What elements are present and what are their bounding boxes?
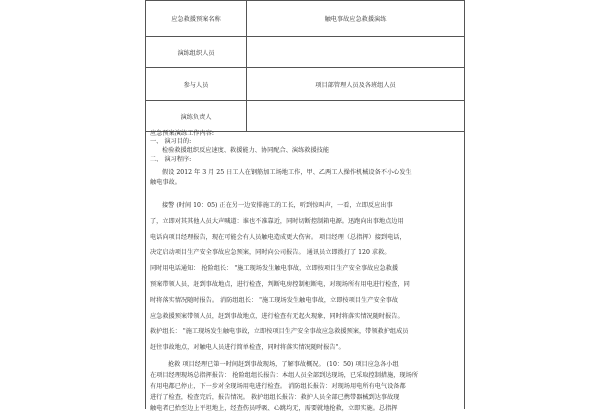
procedure-line: 电话向项目经理报告，现在可能会有人员触电造成更大伤害。 项目经理（总指挥）接到电话， <box>150 234 406 241</box>
procedure-line: 决定启动项目生产安全事故应急预案，同时向公司报告。 通讯员立即拨打了 120 求救。 <box>150 249 391 256</box>
procedure-line: 时将落实情况随时报告。 消防组组长： "施工现场发生触电事故，立即按项目生产安全事故 <box>150 297 399 304</box>
table-row <box>146 1 465 37</box>
procedure-line: 救护组长： "施工现场发生触电事故，立即按项目生产安全事故应急救援预案，带领救护组成员 <box>150 328 409 335</box>
table-row <box>146 101 465 132</box>
procedure-line: 接警 (时间 10：05) 正在另一边安排施工的工长，听到惊叫声，一看，立即反应出事 <box>162 202 393 209</box>
table-row <box>146 68 465 101</box>
procedure-line: 应急救援预案带领人员，赶到事故地点，进行检查有无起火现象，同时将落实情况随时报告。 <box>150 313 404 320</box>
organizer-label: 演练组织人员 <box>146 37 247 68</box>
drill-leader-value <box>247 101 465 132</box>
organizer-value <box>247 37 465 68</box>
table-row <box>146 37 465 68</box>
section-purpose-heading: 一、 演习目的: <box>150 138 192 145</box>
participants-label: 参与人员 <box>146 68 247 101</box>
purpose-text: 检验救援组织反应速度、救援能力、协同配合、演练救援技能 <box>162 147 330 154</box>
section-procedure-heading: 二、 演习程序: <box>150 156 192 163</box>
procedure-line: 进行了检查，检查完后，报告情况。 救护组组长报告：救护人员全部已携带器械到达事故现 <box>150 394 400 401</box>
drill-info-table <box>145 0 465 132</box>
procedure-line: 触电事故。 <box>150 179 181 186</box>
procedure-line: 触电者已抬至边上平坦地上，经查伤员呼吸、心跳均无，需要就地抢救，立即实施。总指挥 <box>150 405 398 412</box>
drill-content-box <box>145 129 465 412</box>
drill-record-form <box>145 0 465 412</box>
procedure-line: 抢救 项目经理已第一时间赶到事故现场，了解事故概况。 (10：50) 项目应急各小组 <box>168 361 399 368</box>
plan-name-value: 触电事故应急救援演练 <box>247 1 465 37</box>
drill-leader-label: 演练负责人 <box>146 101 247 132</box>
participants-value: 项目部管理人员及各班组人员 <box>247 68 465 101</box>
procedure-line: 同时用电话通知： 抢险组长： "施工现场发生触电事故，立即按项目生产安全事故应急救援 <box>150 265 399 272</box>
procedure-line: 预案带领人员，赶到事故地点，进行检查，判断电房控制柜断电，对现场所有用电进行检查，同 <box>150 281 410 288</box>
content-heading: 应急预案演练工作内容: <box>150 130 214 137</box>
procedure-line: 在项目经理现场总指挥报告： 抢险组组长报告：本组人员全部到达现场，已采取控制措施，现场所 <box>150 372 419 379</box>
procedure-line: 赶往事故地点，对触电人员进行简单检查，同时将落实情况随时报告"。 <box>150 344 345 351</box>
procedure-line: 了，立即对其其他人员大声喊道：谁也不准靠近，同时切断控制箱电源。迅跑向出事地点边用 <box>150 218 404 225</box>
procedure-line: 假设 2012 年 3 月 25 日工人在钢筋加工场地工作，甲、乙两工人操作机械设备不小心发生 <box>162 169 412 176</box>
procedure-line: 有用电都已停止，下一步对全现场用电进行检查。 消防组长报告：对现场用电所有电气设备都 <box>150 383 406 390</box>
plan-name-label: 应急救援预案名称 <box>146 1 247 37</box>
